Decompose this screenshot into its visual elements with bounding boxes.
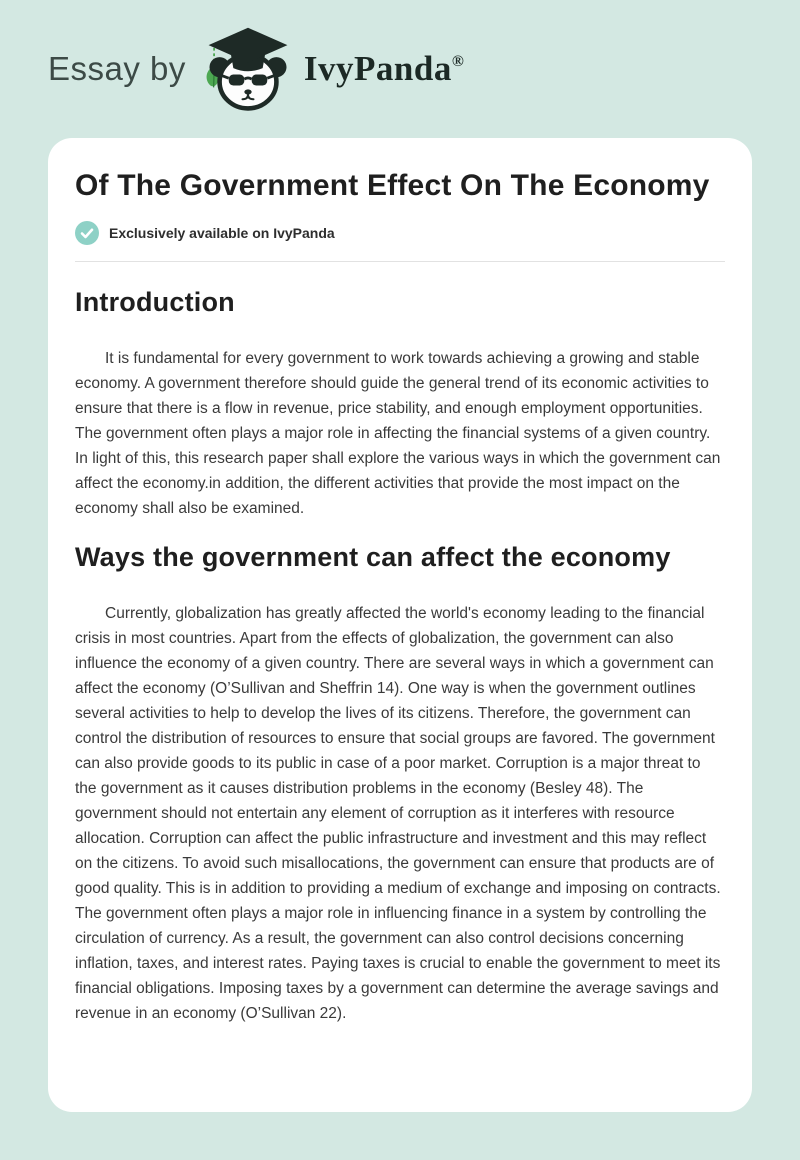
ivypanda-logo[interactable] <box>202 25 464 113</box>
site-header <box>0 0 800 138</box>
section-heading-introduction: Introduction <box>75 287 235 317</box>
page-title: Of The Government Effect On The Economy <box>75 169 710 202</box>
panda-graduate-icon <box>202 25 294 113</box>
essay-card <box>48 138 752 1112</box>
exclusive-badge <box>75 221 725 245</box>
section-heading-ways: Ways the government can affect the economy <box>75 542 671 572</box>
exclusive-badge-label: Exclusively available on IvyPanda <box>109 225 335 241</box>
paragraph: Currently, globalization has greatly affected the world's economy leading to the financial crisis in most countries. Apart from the effects of globalization, the government can also influence the economy of a given country. There are several ways in which a government can affect the economy (O’Sullivan and Sheffrin 14). One way is when the government outlines several activities to help to develop the lives of its citizens. Therefore, the government can control the distribution of resources to ensure that social groups are favored. The government can also provide goods to its public in case of a poor market. Corruption is a major threat to the government as it causes distribution problems in the economy (Besley 48). The government should not entertain any element of corruption as it interferes with resource allocation. Corruption can affect the public infrastructure and investment and this may reflect on the citizens. To avoid such misallocations, the government can ensure that products are of good quality. This is in addition to providing a medium of exchange and imposing on contracts. The government often plays a major role in influencing finance in a system by controlling the circulation of currency. As a result, the government can also control decisions concerning inflation, taxes, and interest rates. Paying taxes is crucial to enable the government to meet its financial obligations. Imposing taxes by a government can determine the average savings and revenue in an economy (O’Sullivan 22). <box>75 605 721 1022</box>
section-introduction <box>75 286 725 521</box>
brand-name: IvyPanda® <box>303 49 465 88</box>
divider <box>75 261 725 262</box>
paragraph: It is fundamental for every government to work towards achieving a growing and stable economy. A government therefore should guide the general trend of its economic activities to ensure that there is a flow in revenue, price stability, and enough employment opportunities. The government often plays a major role in affecting the financial systems of a given country. In light of this, this research paper shall explore the various ways in which the government can affect the economy.in addition, the different activities that provide the most impact on the economy shall also be examined. <box>75 350 721 517</box>
essay-by-label: Essay by <box>48 50 186 87</box>
section-ways <box>75 541 725 1026</box>
registered-mark: ® <box>451 53 465 70</box>
check-icon <box>75 221 99 245</box>
